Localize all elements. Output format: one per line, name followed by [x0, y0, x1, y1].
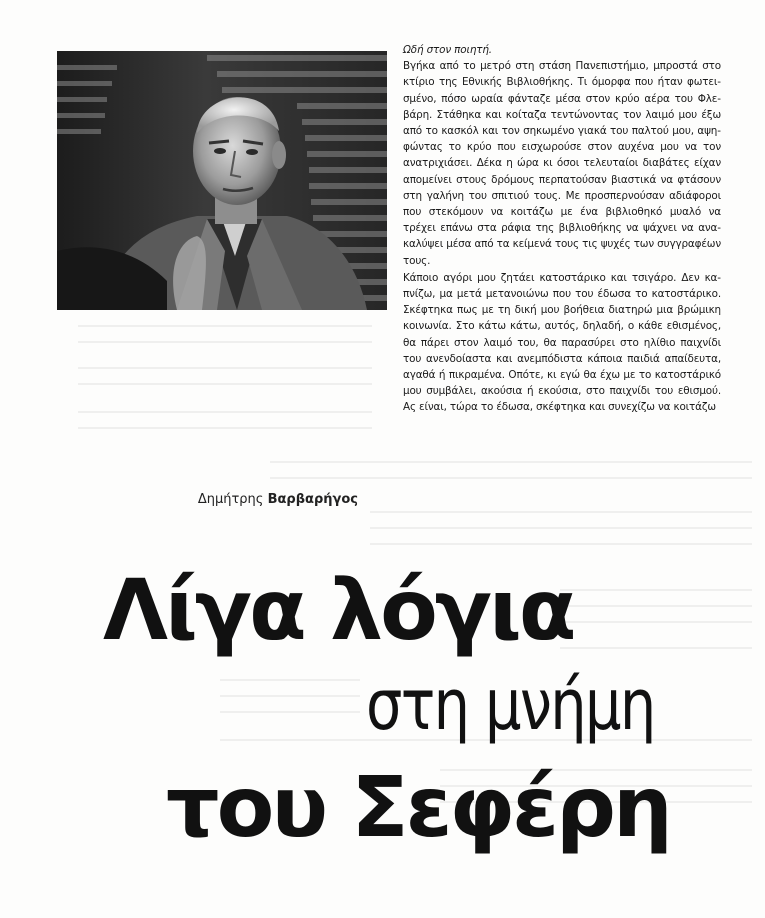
- portrait-photo-drawing: [57, 51, 387, 310]
- author-first-name: Δημήτρης: [197, 492, 268, 507]
- author-last-name: Βαρβαρήγος: [267, 492, 358, 507]
- article-lead: Ωδή στον ποιητή.: [403, 44, 492, 56]
- article-paragraph-1: Βγήκα από το μετρό στη στάση Πανεπιστήμιο, μπροστά στο κτίριο της Εθνικής Βιβλιοθήκης. Τι όμορφα που ήταν φωτεισμένο, πόσο ωραία φάνταζε μέσα στον κρύο αέρα του Φλεβάρη. Στάθηκα και κοίταζα τεντώνοντας τον λαιμό μου έξω από το κασκόλ και τον σηκωμένο γιακά του παλτού μου, αψηφώντας το κρύο που εισχωρούσε στον αυχένα μου να τον ανατριχιάσει. Δέκα η ώρα κι όσοι τελευταίοι διαβάτες είχαν απομείνει στους δρόμους περπατούσαν βιαστικά να φτάσουν στη γαλήνη του σπιτιού τους. Με προσπερνούσαν αδιάφοροι που στεκόμουν να κοιτάζω με ένα βιβλιοθηκό μυαλό να τρέχει επάνω στα ράφια της βιβλιοθήκης να ψάχνει να ανακαλύψει μέσα από τα κείμενά τους τις ψυχές των συγγραφέων τους.: [403, 60, 721, 267]
- portrait-photo: [57, 51, 387, 310]
- headline-line-2: στη μνήμη: [366, 664, 655, 746]
- article-paragraph-2: Κάποιο αγόρι μου ζητάει κατοστάρικο και τσιγάρο. Δεν καπνίζω, μα μετά μετανοιώνω που του έδωσα το κατοστάρικο. Σκέφτηκα πως με τη δική μου βοήθεια διατηρώ μια βρώμικη κοινωνία. Στο κάτω κάτω, αυτός, δηλαδή, ο κάθε εθισμένος, θα πάρει στον λαιμό του, θα παρασύρει στο ηλίθιο παιχνίδι του ανενδοίαστα και ανεμπόδιστα κάποια παιδιά απαίδευτα, αγαθά ή πικραμένα. Οπότε, κι εγώ θα έχω με το κατοστάρικό μου συμβάλει, ακούσια ή εκούσια, στο παιχνίδι του εθισμού. Ας είναι, τώρα το έδωσα, σκέφτηκα και συνεχίζω να κοιτάζω: [403, 271, 721, 414]
- headline-line-3: του Σεφέρη: [166, 758, 670, 856]
- article-body: [403, 42, 721, 416]
- headline-line-1: Λίγα λόγια: [103, 561, 574, 659]
- author-byline: [0, 492, 358, 507]
